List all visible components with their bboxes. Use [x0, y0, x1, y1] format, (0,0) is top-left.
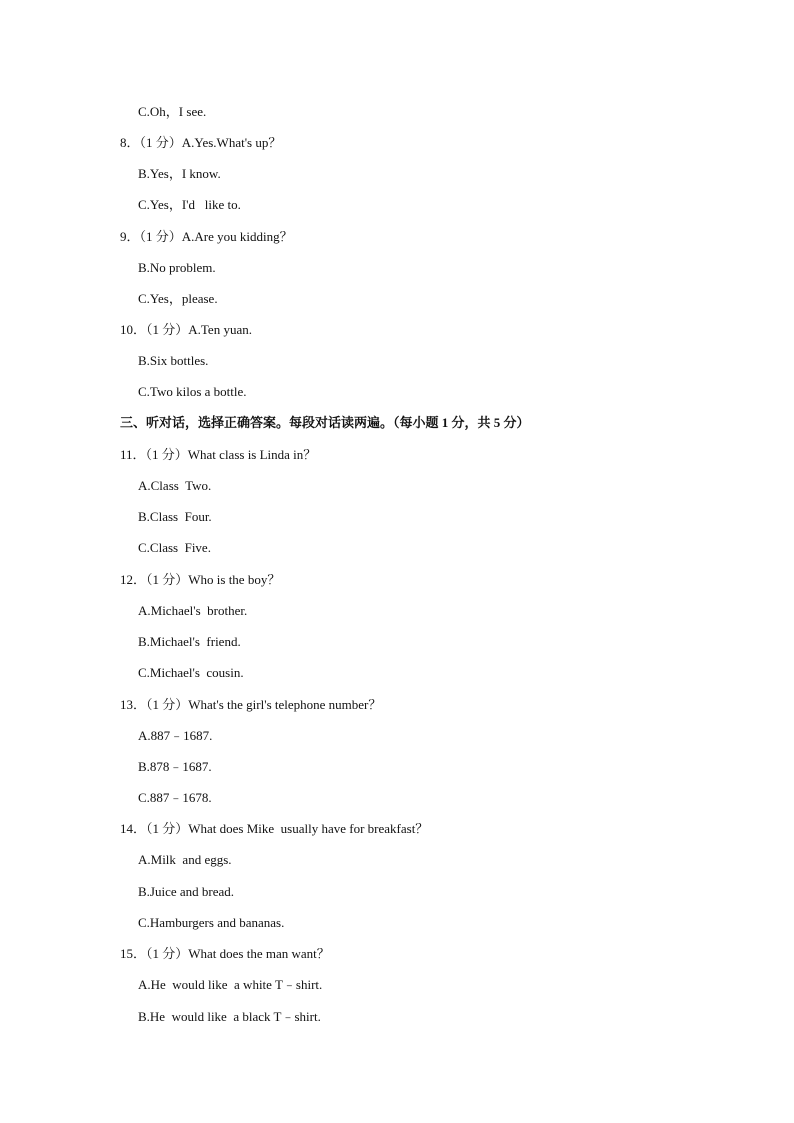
question-13: 13．（1 分）What's the girl's telephone number？	[120, 697, 382, 712]
option-15b: B.He would like a black T﹣shirt.	[138, 1009, 321, 1024]
option-15a: A.He would like a white T﹣shirt.	[138, 977, 323, 992]
question-15: 15．（1 分）What does the man want？	[120, 946, 330, 961]
option-13a: A.887﹣1687.	[138, 728, 213, 743]
question-8: 8．（1 分）A.Yes.What's up？	[120, 135, 282, 150]
option-13b: B.878﹣1687.	[138, 759, 212, 774]
option-12c: C.Michael's cousin.	[138, 665, 244, 680]
option-13c: C.887﹣1678.	[138, 790, 212, 805]
option-10b: B.Six bottles.	[138, 353, 209, 368]
option-11b: B.Class Four.	[138, 509, 212, 524]
option-10c: C.Two kilos a bottle.	[138, 384, 247, 399]
option-8b: B.Yes，I know.	[138, 166, 221, 181]
option-12a: A.Michael's brother.	[138, 603, 248, 618]
option-11c: C.Class Five.	[138, 540, 211, 555]
question-12: 12．（1 分）Who is the boy？	[120, 572, 281, 587]
option-7c: C.Oh，I see.	[138, 104, 207, 119]
question-9: 9．（1 分）A.Are you kidding？	[120, 229, 293, 244]
option-14a: A.Milk and eggs.	[138, 852, 232, 867]
question-14: 14．（1 分）What does Mike usually have for breakfast？	[120, 821, 429, 836]
option-12b: B.Michael's friend.	[138, 634, 241, 649]
option-14c: C.Hamburgers and bananas.	[138, 915, 285, 930]
option-14b: B.Juice and bread.	[138, 884, 235, 899]
option-11a: A.Class Two.	[138, 478, 212, 493]
option-8c: C.Yes，I'd like to.	[138, 197, 241, 212]
section-heading: 三、听对话，选择正确答案。每段对话读两遍。（每小题 1 分，共 5 分）	[120, 415, 530, 430]
question-10: 10．（1 分）A.Ten yuan.	[120, 322, 252, 337]
option-9c: C.Yes，please.	[138, 291, 218, 306]
option-9b: B.No problem.	[138, 260, 216, 275]
question-11: 11．（1 分）What class is Linda in？	[120, 447, 317, 462]
